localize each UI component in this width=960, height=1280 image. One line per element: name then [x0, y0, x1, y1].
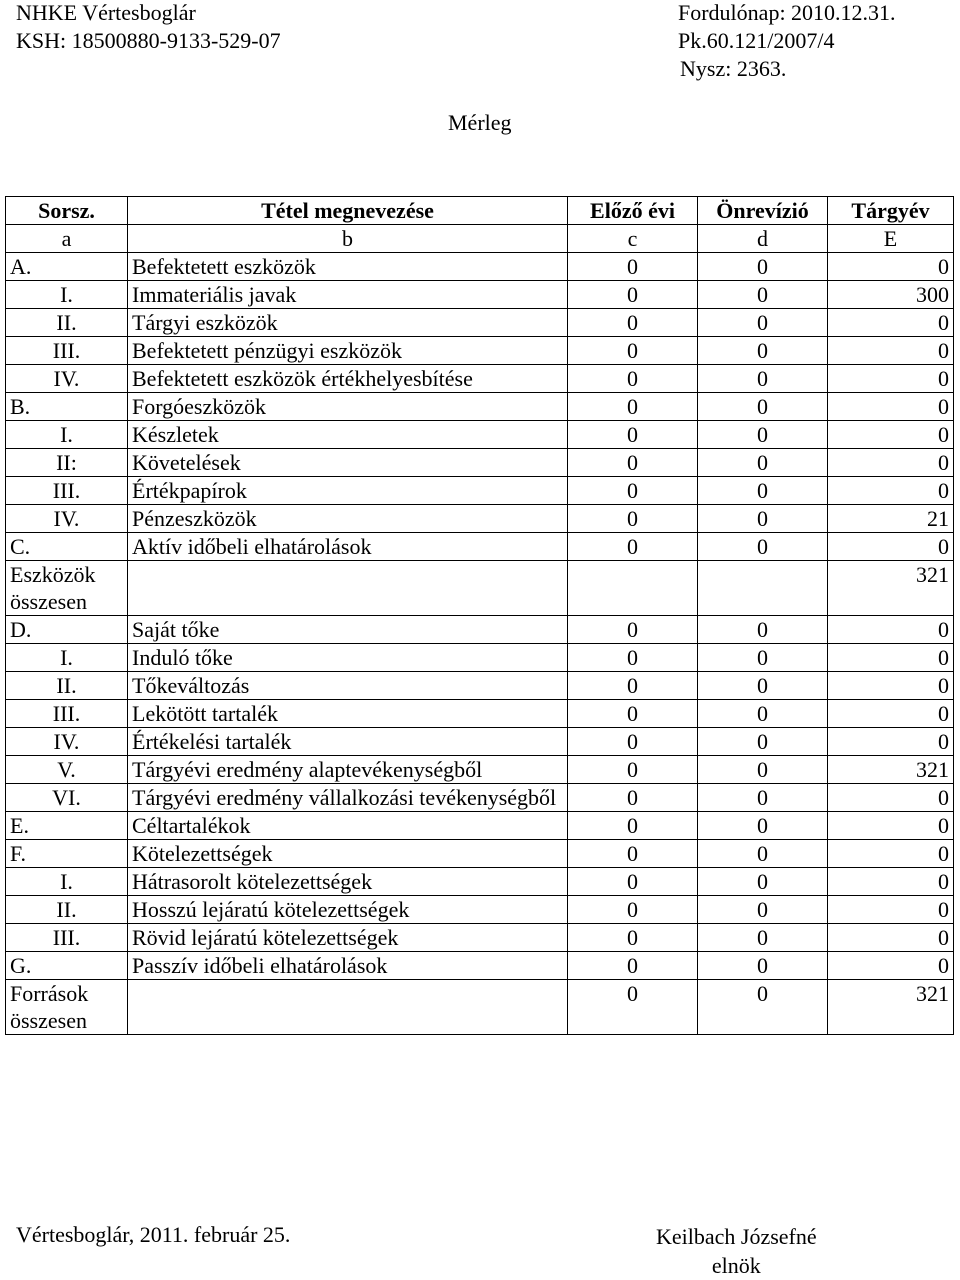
- row-name: Követelések: [128, 449, 568, 477]
- row-code: I.: [6, 281, 128, 309]
- header-previous-year: Előző évi: [568, 197, 698, 225]
- row-name: Hosszú lejáratú kötelezettségek: [128, 896, 568, 924]
- row-previous-year: 0: [568, 421, 698, 449]
- row-self-revision: 0: [698, 952, 828, 980]
- table-row: [6, 896, 954, 924]
- row-code: A.: [6, 253, 128, 281]
- row-name: [128, 980, 568, 1035]
- row-code: C.: [6, 533, 128, 561]
- row-self-revision: 0: [698, 449, 828, 477]
- row-previous-year: 0: [568, 477, 698, 505]
- row-current-year: 0: [828, 365, 954, 393]
- row-code: E.: [6, 812, 128, 840]
- table-row: [6, 728, 954, 756]
- table-body: [6, 253, 954, 1035]
- row-current-year: 0: [828, 421, 954, 449]
- table-row: [6, 840, 954, 868]
- row-self-revision: 0: [698, 980, 828, 1035]
- table-row: [6, 477, 954, 505]
- row-name: Immateriális javak: [128, 281, 568, 309]
- row-code: V.: [6, 756, 128, 784]
- signer-name: Keilbach Józsefné: [656, 1224, 817, 1249]
- table-row: [6, 421, 954, 449]
- row-self-revision: 0: [698, 672, 828, 700]
- table-row: [6, 924, 954, 952]
- table-letter-row: [6, 225, 954, 253]
- court-registration: Pk.60.121/2007/4: [678, 28, 835, 53]
- row-previous-year: 0: [568, 644, 698, 672]
- row-self-revision: 0: [698, 812, 828, 840]
- balance-sheet-table: [5, 196, 954, 1035]
- document-title: Mérleg: [448, 110, 512, 135]
- row-self-revision: 0: [698, 700, 828, 728]
- row-current-year: 21: [828, 505, 954, 533]
- row-name: Befektetett eszközök értékhelyesbítése: [128, 365, 568, 393]
- row-code: IV.: [6, 505, 128, 533]
- row-previous-year: 0: [568, 449, 698, 477]
- row-previous-year: 0: [568, 840, 698, 868]
- row-previous-year: 0: [568, 896, 698, 924]
- row-name: Lekötött tartalék: [128, 700, 568, 728]
- table-row: [6, 533, 954, 561]
- row-name: Tárgyi eszközök: [128, 309, 568, 337]
- row-code: II:: [6, 449, 128, 477]
- row-self-revision: 0: [698, 477, 828, 505]
- row-previous-year: 0: [568, 309, 698, 337]
- row-code: VI.: [6, 784, 128, 812]
- table-row: [6, 505, 954, 533]
- row-previous-year: 0: [568, 616, 698, 644]
- registry-number: Nysz: 2363.: [680, 56, 787, 81]
- letter-e: E: [828, 225, 954, 253]
- row-self-revision: 0: [698, 924, 828, 952]
- header-serial: Sorsz.: [6, 197, 128, 225]
- row-code: II.: [6, 672, 128, 700]
- row-previous-year: 0: [568, 784, 698, 812]
- row-self-revision: 0: [698, 756, 828, 784]
- row-previous-year: 0: [568, 812, 698, 840]
- row-name: Kötelezettségek: [128, 840, 568, 868]
- row-current-year: 0: [828, 253, 954, 281]
- row-self-revision: 0: [698, 868, 828, 896]
- header-right: [678, 0, 896, 83]
- row-current-year: 0: [828, 644, 954, 672]
- table-header-row: [6, 197, 954, 225]
- row-code: F.: [6, 840, 128, 868]
- row-name: Saját tőke: [128, 616, 568, 644]
- row-code: III.: [6, 924, 128, 952]
- table-row: [6, 309, 954, 337]
- table-row: [6, 644, 954, 672]
- place-and-date: Vértesboglár, 2011. február 25.: [16, 1222, 291, 1247]
- row-previous-year: 0: [568, 337, 698, 365]
- row-name: Tőkeváltozás: [128, 672, 568, 700]
- row-current-year: 0: [828, 449, 954, 477]
- organization-name: NHKE Vértesboglár: [16, 0, 196, 25]
- header-self-revision: Önrevízió: [698, 197, 828, 225]
- row-current-year: 0: [828, 812, 954, 840]
- row-name: Tárgyévi eredmény vállalkozási tevékenységből: [128, 784, 568, 812]
- row-self-revision: 0: [698, 840, 828, 868]
- row-name: Értékelési tartalék: [128, 728, 568, 756]
- row-current-year: 0: [828, 896, 954, 924]
- row-self-revision: [698, 561, 828, 616]
- row-code: G.: [6, 952, 128, 980]
- row-total-label: Eszközök összesen: [6, 561, 128, 616]
- row-previous-year: 0: [568, 505, 698, 533]
- row-previous-year: 0: [568, 868, 698, 896]
- row-code: II.: [6, 896, 128, 924]
- row-previous-year: 0: [568, 393, 698, 421]
- letter-d: d: [698, 225, 828, 253]
- row-self-revision: 0: [698, 644, 828, 672]
- row-current-year: 0: [828, 672, 954, 700]
- table-row: [6, 868, 954, 896]
- row-self-revision: 0: [698, 616, 828, 644]
- signature-block: [656, 1222, 817, 1280]
- row-current-year: 0: [828, 309, 954, 337]
- ksh-number: KSH: 18500880-9133-529-07: [16, 28, 281, 53]
- letter-c: c: [568, 225, 698, 253]
- table-row: [6, 952, 954, 980]
- row-name: Forgóeszközök: [128, 393, 568, 421]
- row-previous-year: 0: [568, 728, 698, 756]
- row-code: II.: [6, 309, 128, 337]
- row-self-revision: 0: [698, 896, 828, 924]
- table-row: [6, 281, 954, 309]
- row-name: Passzív időbeli elhatárolások: [128, 952, 568, 980]
- table-row: [6, 784, 954, 812]
- signer-role: elnök: [711, 1253, 761, 1278]
- row-current-year: 0: [828, 952, 954, 980]
- row-name: Befektetett eszközök: [128, 253, 568, 281]
- row-self-revision: 0: [698, 393, 828, 421]
- table-row: [6, 561, 954, 616]
- reporting-date: Fordulónap: 2010.12.31.: [678, 0, 896, 25]
- row-self-revision: 0: [698, 784, 828, 812]
- row-code: III.: [6, 477, 128, 505]
- row-current-year: 321: [828, 756, 954, 784]
- row-name: Értékpapírok: [128, 477, 568, 505]
- row-name: Készletek: [128, 421, 568, 449]
- row-current-year: 0: [828, 840, 954, 868]
- row-current-year: 0: [828, 337, 954, 365]
- row-name: Rövid lejáratú kötelezettségek: [128, 924, 568, 952]
- header-current-year: Tárgyév: [828, 197, 954, 225]
- row-current-year: 0: [828, 700, 954, 728]
- row-current-year: 0: [828, 477, 954, 505]
- row-name: Induló tőke: [128, 644, 568, 672]
- table-row: [6, 756, 954, 784]
- row-name: Céltartalékok: [128, 812, 568, 840]
- row-current-year: 0: [828, 393, 954, 421]
- row-name: Befektetett pénzügyi eszközök: [128, 337, 568, 365]
- row-self-revision: 0: [698, 728, 828, 756]
- row-current-year: 0: [828, 868, 954, 896]
- row-name: Aktív időbeli elhatárolások: [128, 533, 568, 561]
- row-name: Tárgyévi eredmény alaptevékenységből: [128, 756, 568, 784]
- row-previous-year: 0: [568, 281, 698, 309]
- row-self-revision: 0: [698, 365, 828, 393]
- row-code: IV.: [6, 728, 128, 756]
- row-code: I.: [6, 868, 128, 896]
- table-row: [6, 393, 954, 421]
- row-current-year: 0: [828, 533, 954, 561]
- row-current-year: 0: [828, 728, 954, 756]
- row-self-revision: 0: [698, 281, 828, 309]
- table-row: [6, 449, 954, 477]
- table-row: [6, 700, 954, 728]
- table-row: [6, 812, 954, 840]
- row-previous-year: 0: [568, 253, 698, 281]
- row-previous-year: 0: [568, 980, 698, 1035]
- row-current-year: 0: [828, 784, 954, 812]
- row-self-revision: 0: [698, 337, 828, 365]
- row-current-year: 321: [828, 980, 954, 1035]
- row-code: I.: [6, 421, 128, 449]
- row-previous-year: 0: [568, 924, 698, 952]
- table-row: [6, 980, 954, 1035]
- row-code: D.: [6, 616, 128, 644]
- row-code: III.: [6, 700, 128, 728]
- row-current-year: 0: [828, 924, 954, 952]
- table-row: [6, 616, 954, 644]
- row-self-revision: 0: [698, 309, 828, 337]
- row-self-revision: 0: [698, 505, 828, 533]
- row-name: Hátrasorolt kötelezettségek: [128, 868, 568, 896]
- table-row: [6, 253, 954, 281]
- row-current-year: 0: [828, 616, 954, 644]
- table-row: [6, 365, 954, 393]
- row-current-year: 300: [828, 281, 954, 309]
- row-previous-year: 0: [568, 700, 698, 728]
- row-name: [128, 561, 568, 616]
- row-self-revision: 0: [698, 533, 828, 561]
- header-item-name: Tétel megnevezése: [128, 197, 568, 225]
- row-code: I.: [6, 644, 128, 672]
- row-previous-year: 0: [568, 672, 698, 700]
- row-code: B.: [6, 393, 128, 421]
- row-code: IV.: [6, 365, 128, 393]
- table-row: [6, 672, 954, 700]
- letter-b: b: [128, 225, 568, 253]
- row-previous-year: 0: [568, 756, 698, 784]
- header-left: [16, 0, 281, 55]
- row-self-revision: 0: [698, 253, 828, 281]
- row-previous-year: 0: [568, 365, 698, 393]
- row-code: III.: [6, 337, 128, 365]
- row-previous-year: 0: [568, 952, 698, 980]
- row-previous-year: [568, 561, 698, 616]
- row-name: Pénzeszközök: [128, 505, 568, 533]
- table-row: [6, 337, 954, 365]
- row-current-year: 321: [828, 561, 954, 616]
- row-total-label: Források összesen: [6, 980, 128, 1035]
- row-previous-year: 0: [568, 533, 698, 561]
- row-self-revision: 0: [698, 421, 828, 449]
- letter-a: a: [6, 225, 128, 253]
